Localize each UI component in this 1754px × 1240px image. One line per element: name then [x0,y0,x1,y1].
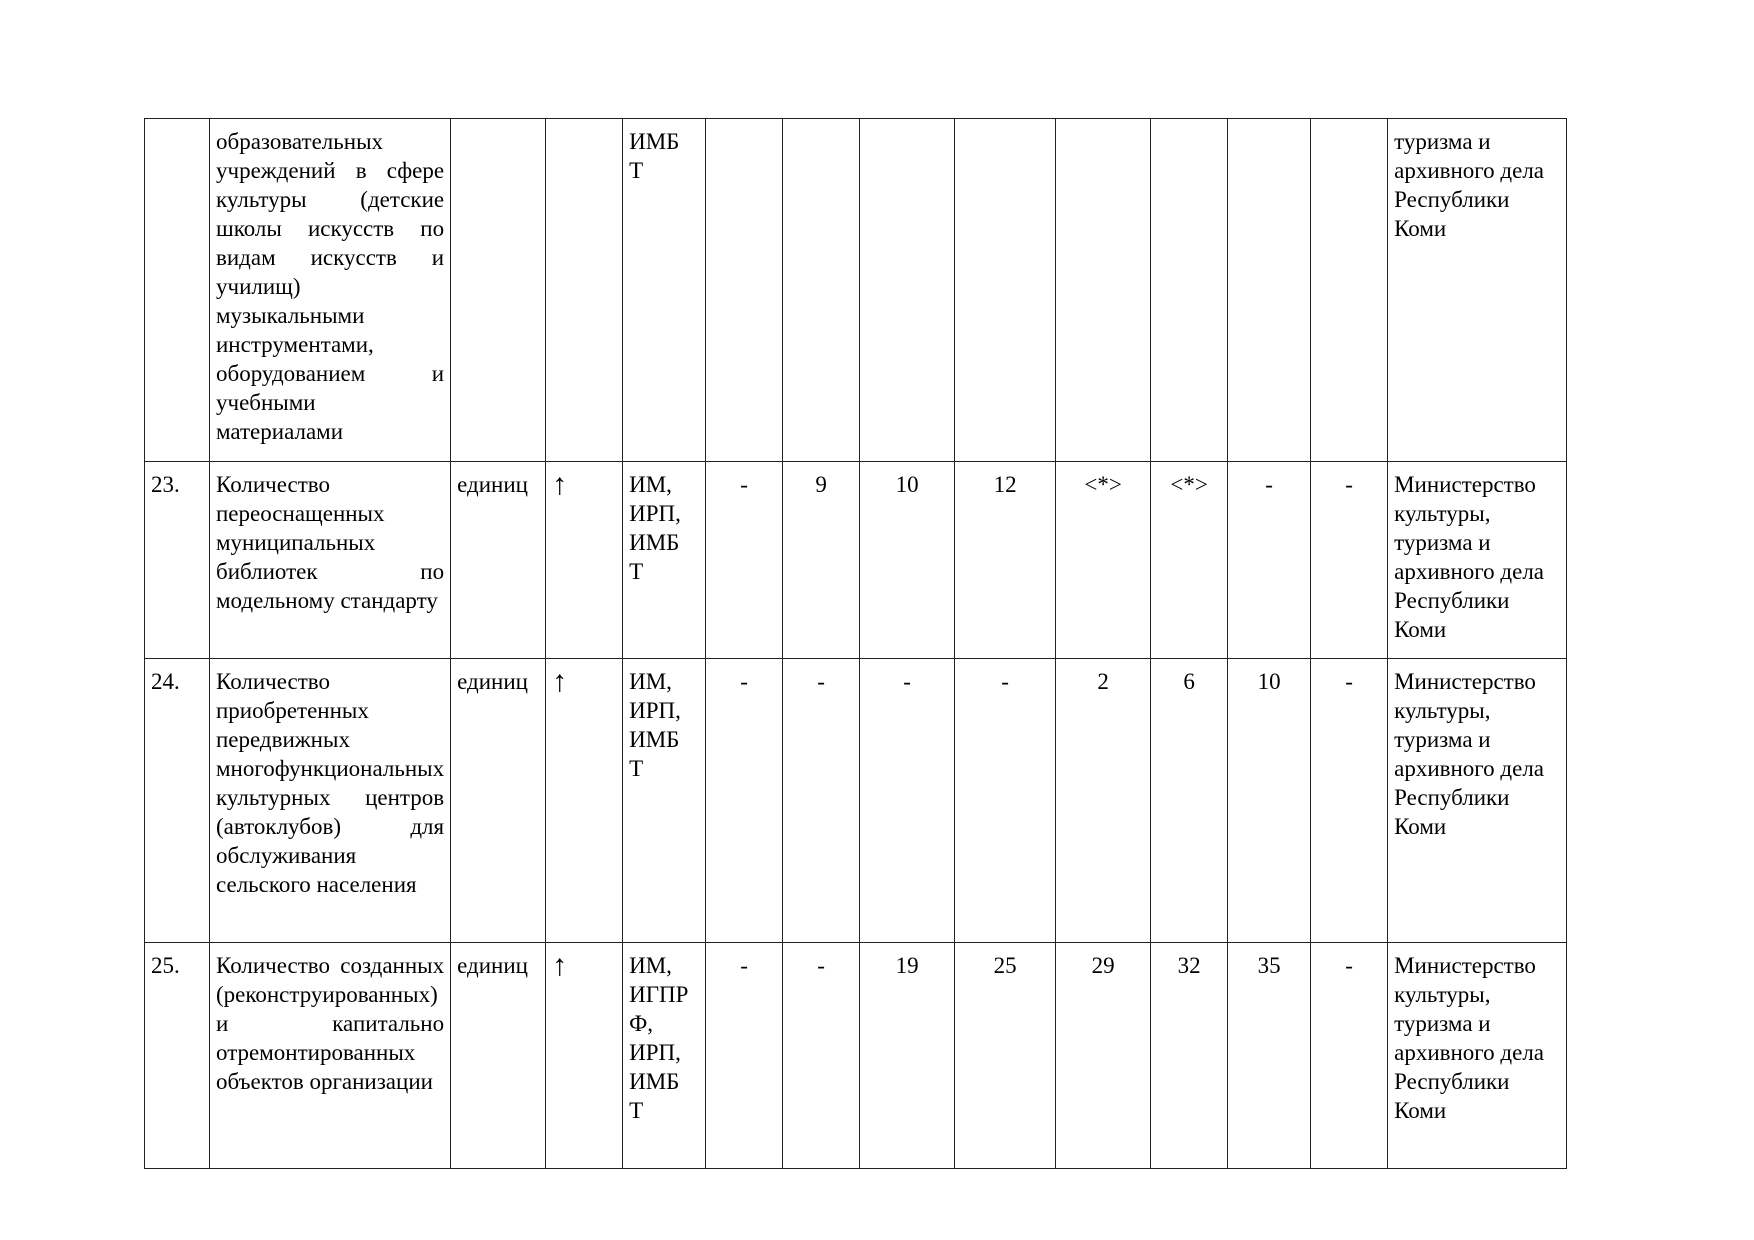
value-cell: - [955,659,1056,943]
up-arrow-icon: ↑ [546,943,623,1169]
responsible-cell: Министерство культуры, туризма и архивного дела Республики Коми [1388,462,1567,659]
up-arrow-icon: ↑ [546,462,623,659]
value-cell [783,119,860,462]
source-cell: ИМ, ИРП, ИМБ Т [623,462,706,659]
value-cell: - [1311,659,1388,943]
responsible-cell: туризма и архивного дела Республики Коми [1388,119,1567,462]
table-row [145,462,1567,659]
responsible-cell: Министерство культуры, туризма и архивного дела Республики Коми [1388,943,1567,1169]
up-arrow-icon: ↑ [546,659,623,943]
value-cell [1151,119,1228,462]
value-cell: 29 [1056,943,1151,1169]
value-cell [706,119,783,462]
value-cell: - [1311,943,1388,1169]
value-cell [955,119,1056,462]
value-cell: - [1311,462,1388,659]
row-number-cell: 23. [145,462,210,659]
table-row [145,119,1567,462]
value-cell: 10 [1228,659,1311,943]
value-cell [1056,119,1151,462]
responsible-cell: Министерство культуры, туризма и архивного дела Республики Коми [1388,659,1567,943]
table-row [145,659,1567,943]
value-cell: 2 [1056,659,1151,943]
value-cell [860,119,955,462]
table-row [145,943,1567,1169]
row-number-cell: 24. [145,659,210,943]
value-cell: - [706,943,783,1169]
source-cell: ИМ, ИРП, ИМБ Т [623,659,706,943]
direction-cell [546,119,623,462]
value-cell: 12 [955,462,1056,659]
indicator-name-cell: Количество приобретенных передвижных многофункциональных культурных центров (автоклубов) для обслуживания сельского населения [210,659,451,943]
source-cell: ИМБ Т [623,119,706,462]
indicators-table [144,118,1567,1169]
value-cell: 35 [1228,943,1311,1169]
value-cell: 10 [860,462,955,659]
value-cell: - [706,462,783,659]
value-cell: 9 [783,462,860,659]
value-cell: - [783,943,860,1169]
indicator-name-cell: образовательных учреждений в сфере культуры (детские школы искусств по видам искусств и училищ) музыкальными инструментами, оборудованием и учебными материалами [210,119,451,462]
value-cell [1311,119,1388,462]
row-number-cell: 25. [145,943,210,1169]
unit-cell: единиц [451,659,546,943]
value-cell: 32 [1151,943,1228,1169]
value-cell [1228,119,1311,462]
value-cell: 25 [955,943,1056,1169]
value-cell: - [860,659,955,943]
value-cell: <*> [1151,462,1228,659]
indicator-name-cell: Количество переоснащенных муниципальных библиотек по модельному стандарту [210,462,451,659]
row-number-cell [145,119,210,462]
unit-cell: единиц [451,462,546,659]
unit-cell [451,119,546,462]
value-cell: - [783,659,860,943]
value-cell: 6 [1151,659,1228,943]
value-cell: <*> [1056,462,1151,659]
value-cell: 19 [860,943,955,1169]
value-cell: - [1228,462,1311,659]
unit-cell: единиц [451,943,546,1169]
indicator-name-cell: Количество созданных (реконструированных) и капитально отремонтированных объектов организации [210,943,451,1169]
value-cell: - [706,659,783,943]
source-cell: ИМ, ИГПР Ф, ИРП, ИМБ Т [623,943,706,1169]
